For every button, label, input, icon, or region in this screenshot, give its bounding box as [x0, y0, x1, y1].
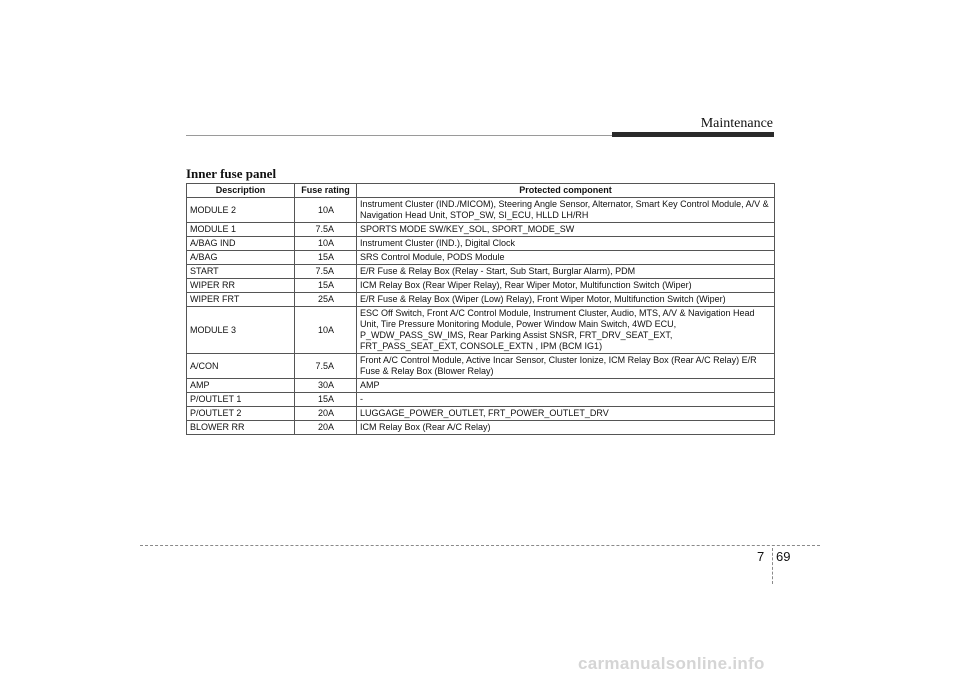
rating-cell: 15A [295, 279, 357, 293]
description-cell: BLOWER RR [187, 421, 295, 435]
component-cell: LUGGAGE_POWER_OUTLET, FRT_POWER_OUTLET_DRV [357, 407, 775, 421]
table-row [187, 421, 775, 435]
component-cell: - [357, 393, 775, 407]
component-cell: E/R Fuse & Relay Box (Wiper (Low) Relay), Front Wiper Motor, Multifunction Switch (Wiper) [357, 293, 775, 307]
rating-cell: 15A [295, 393, 357, 407]
page-number-divider [772, 548, 773, 584]
rating-cell: 30A [295, 379, 357, 393]
component-cell: ICM Relay Box (Rear A/C Relay) [357, 421, 775, 435]
section-header: Maintenance [700, 116, 773, 131]
table-row [187, 198, 775, 223]
table-row [187, 223, 775, 237]
table-row [187, 379, 775, 393]
rating-cell: 10A [295, 307, 357, 354]
rating-cell: 20A [295, 421, 357, 435]
component-cell: Instrument Cluster (IND.), Digital Clock [357, 237, 775, 251]
table-row [187, 265, 775, 279]
chapter-number: 7 [757, 549, 765, 564]
fuse-table [186, 183, 775, 435]
table-row [187, 293, 775, 307]
rating-cell: 7.5A [295, 354, 357, 379]
description-cell: AMP [187, 379, 295, 393]
table-header-row [187, 184, 775, 198]
table-row [187, 407, 775, 421]
header-fuse-rating: Fuse rating [295, 184, 357, 198]
description-cell: WIPER RR [187, 279, 295, 293]
page-number: 69 [776, 549, 791, 564]
rating-cell: 10A [295, 198, 357, 223]
table-row [187, 354, 775, 379]
rating-cell: 20A [295, 407, 357, 421]
footer-rule [140, 545, 820, 546]
description-cell: MODULE 2 [187, 198, 295, 223]
rating-cell: 7.5A [295, 223, 357, 237]
rating-cell: 25A [295, 293, 357, 307]
table-row [187, 279, 775, 293]
table-row [187, 307, 775, 354]
header-rule [186, 135, 612, 136]
component-cell: Instrument Cluster (IND./MICOM), Steering Angle Sensor, Alternator, Smart Key Control Module, A/V & Navigation Head Unit, STOP_SW, SI_ECU, HLLD LH/RH [357, 198, 775, 223]
description-cell: WIPER FRT [187, 293, 295, 307]
header-description: Description [187, 184, 295, 198]
component-cell: AMP [357, 379, 775, 393]
rating-cell: 15A [295, 251, 357, 265]
description-cell: MODULE 1 [187, 223, 295, 237]
description-cell: P/OUTLET 1 [187, 393, 295, 407]
header-protected-component: Protected component [357, 184, 775, 198]
table-row [187, 251, 775, 265]
table-row [187, 237, 775, 251]
header-rule-accent [612, 132, 774, 137]
description-cell: A/BAG IND [187, 237, 295, 251]
description-cell: MODULE 3 [187, 307, 295, 354]
page-title: Inner fuse panel [186, 166, 277, 181]
component-cell: ESC Off Switch, Front A/C Control Module, Instrument Cluster, Audio, MTS, A/V & Navigation Head Unit, Tire Pressure Monitoring Module, Power Window Main Switch, 4WD ECU, P_WDW_PASS_SW_IMS, Rear Parking Assist SNSR, FRT_DRV_SEAT_EXT, FRT_PASS_SEAT_EXT, CONSOLE_EXTN , IPM (BCM IG1) [357, 307, 775, 354]
description-cell: P/OUTLET 2 [187, 407, 295, 421]
rating-cell: 7.5A [295, 265, 357, 279]
table-row [187, 393, 775, 407]
component-cell: E/R Fuse & Relay Box (Relay - Start, Sub Start, Burglar Alarm), PDM [357, 265, 775, 279]
rating-cell: 10A [295, 237, 357, 251]
description-cell: START [187, 265, 295, 279]
component-cell: SRS Control Module, PODS Module [357, 251, 775, 265]
description-cell: A/CON [187, 354, 295, 379]
watermark: carmanualsonline.info [578, 654, 765, 673]
component-cell: ICM Relay Box (Rear Wiper Relay), Rear Wiper Motor, Multifunction Switch (Wiper) [357, 279, 775, 293]
component-cell: SPORTS MODE SW/KEY_SOL, SPORT_MODE_SW [357, 223, 775, 237]
description-cell: A/BAG [187, 251, 295, 265]
component-cell: Front A/C Control Module, Active Incar Sensor, Cluster Ionize, ICM Relay Box (Rear A/C Relay) E/R Fuse & Relay Box (Blower Relay) [357, 354, 775, 379]
